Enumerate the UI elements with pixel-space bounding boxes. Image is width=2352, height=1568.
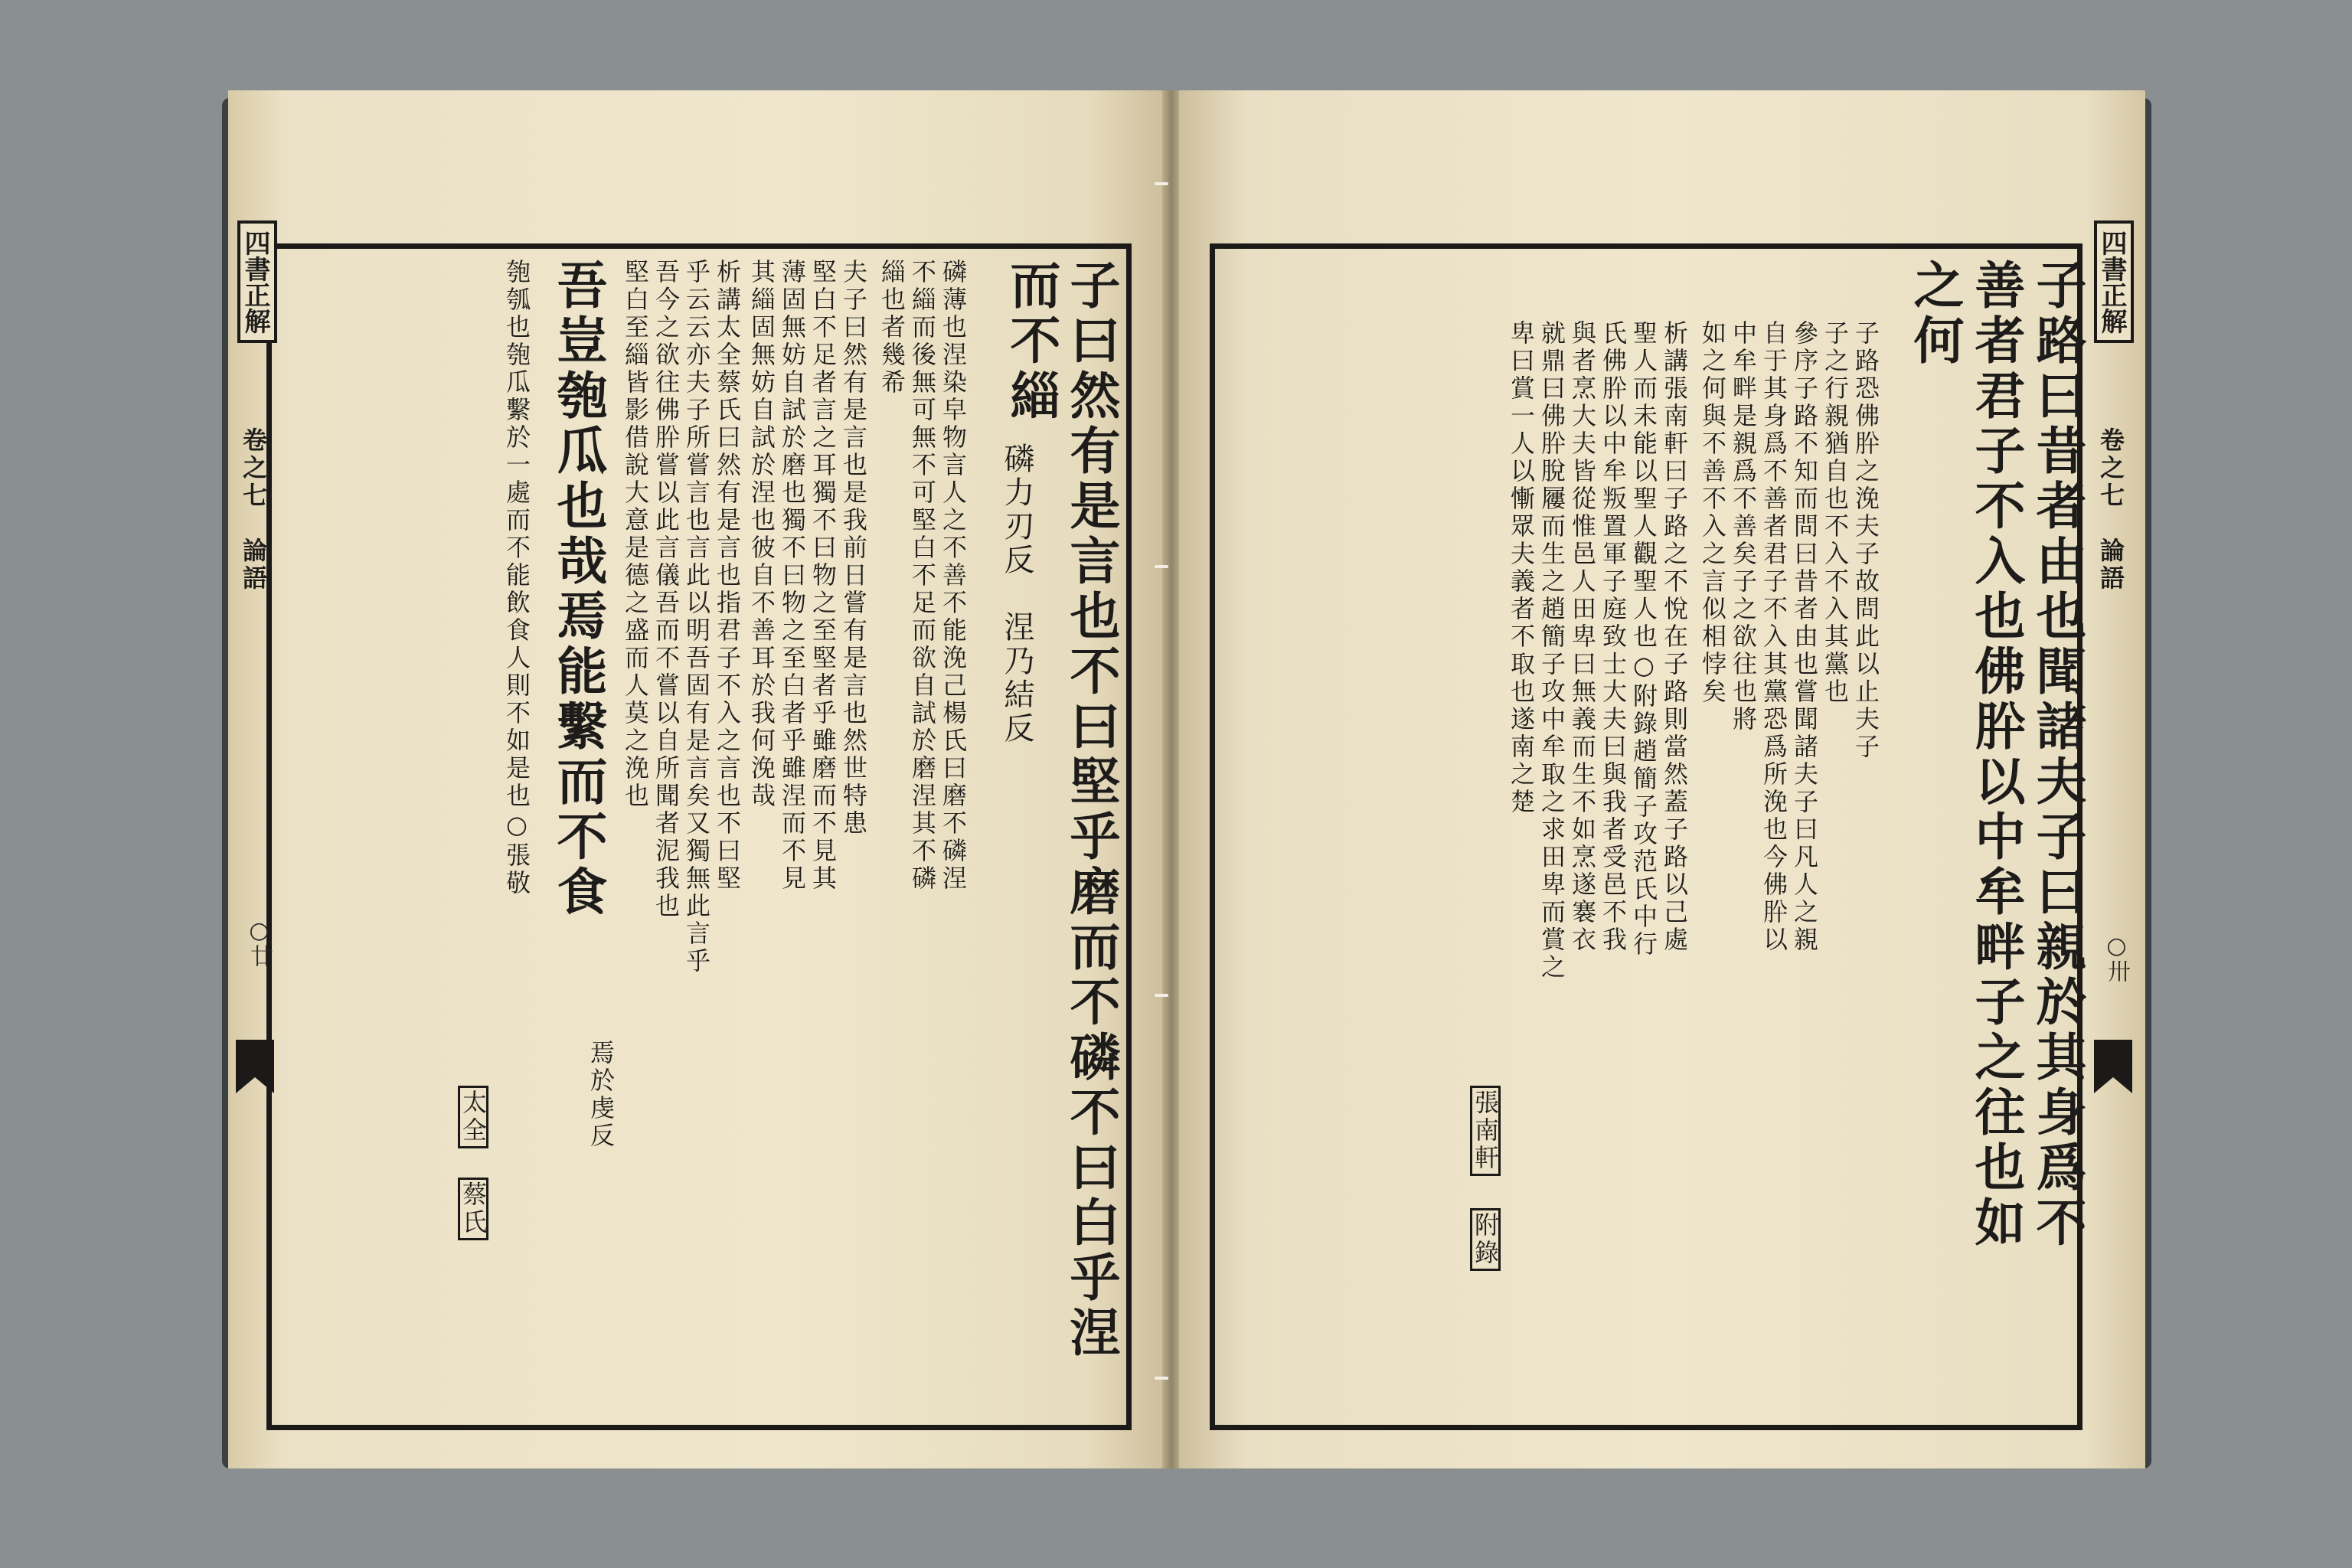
right-note-8: 氏佛肸以中牟叛置軍子庭致士大夫曰與我者受邑不我	[1599, 320, 1628, 954]
boxed-label-fulu: 附錄	[1470, 1208, 1501, 1271]
left-note-13: 匏瓠也匏瓜繫於一處而不能飲食人則不如是也○張敬	[502, 259, 531, 897]
right-note-10: 就鼎曰佛肸脫屨而生之趙簡子攻中牟取之求田卑而賞之	[1537, 320, 1566, 982]
right-boxed-label-1	[1470, 1086, 1501, 1176]
left-page-number: ○廿	[246, 917, 273, 967]
left-main-col-1: 子曰然有是言也不曰堅乎磨而不磷不曰白乎涅	[1061, 259, 1121, 1361]
right-note-2: 參序子路不知而問曰昔者由也嘗聞諸夫子曰凡人之親	[1790, 320, 1819, 954]
left-boxed-label-1	[458, 1086, 488, 1148]
left-note-4: 夫子曰然有是言也是我前日嘗有是言也然世特患	[839, 259, 868, 838]
right-main-col-1: 子路曰昔者由也聞諸夫子曰親於其身爲不	[2027, 259, 2087, 1251]
right-page-number: ○卅	[2103, 933, 2130, 982]
boxed-label-caishi: 蔡氏	[458, 1178, 488, 1240]
open-book	[222, 90, 2151, 1468]
right-note-7: 聖人而未能以聖人觀聖人也○附錄趙簡子攻范氏中行	[1629, 320, 1658, 959]
left-note-9: 乎云云亦夫子所嘗言也言此以明吾固有是言矣又獨無此言乎	[682, 259, 711, 975]
binding-stitch	[1155, 994, 1168, 997]
right-main-col-3: 之何	[1905, 259, 1965, 369]
boxed-label-taizen: 太全	[458, 1086, 488, 1148]
left-note-6: 薄固無妨自試於磨也獨不曰物之至白者乎雖涅而不見	[778, 259, 807, 893]
right-note-4: 中牟畔是親爲不善矣子之欲往也將	[1729, 320, 1758, 733]
right-main-col-2: 善者君子不入也佛肸以中牟畔子之往也如	[1966, 259, 2026, 1251]
right-note-3: 自于其身爲不善者君子不入其黨恐爲所浼也今佛肸以	[1759, 320, 1788, 954]
left-boxed-label-2	[458, 1178, 488, 1240]
right-page	[1179, 90, 2145, 1468]
right-note-0: 子路恐佛肸之浼夫子故問此以止夫子	[1851, 320, 1880, 761]
right-note-1: 子之行親猶自也不入不入其黨也	[1821, 320, 1850, 706]
binding-stitch	[1155, 565, 1168, 568]
left-note-7: 其緇固無妨自試於涅也彼自不善耳於我何浼哉	[747, 259, 776, 810]
left-note-3: 緇也者幾希	[877, 259, 906, 397]
left-note-11: 堅白至緇皆影借說大意是德之盛而人莫之浼也	[621, 259, 650, 810]
right-hanshin-title: 四書正解	[2094, 220, 2134, 343]
right-note-9: 與者烹大夫皆從惟邑人田卑曰無義而生不如烹遂褰衣	[1568, 320, 1597, 954]
left-main-col-3: 吾豈匏瓜也哉焉能繫而不食	[548, 259, 608, 920]
left-note-10: 吾今之欲往佛肸嘗以此言儀吾而不嘗以自所聞者泥我也	[652, 259, 681, 920]
book-gutter	[1162, 90, 1181, 1468]
binding-stitch	[1155, 182, 1168, 185]
left-page	[228, 90, 1164, 1468]
right-note-6: 析講張南軒曰子路之不悅在子路則當然蓋子路以己處	[1660, 320, 1689, 954]
left-note-0: 磷力刃反 涅乃結反	[999, 443, 1034, 746]
right-note-5: 如之何與不善不入之言似相悖矣	[1698, 320, 1727, 706]
left-main-col-2: 而不緇	[1001, 259, 1061, 424]
right-note-11: 卑曰賞一人以慚眾夫義者不取也遂南之楚	[1507, 320, 1536, 816]
binding-stitch	[1155, 1377, 1168, 1380]
left-hanshin-title: 四書正解	[237, 220, 277, 343]
right-hanshin-volume: 卷之七 論語	[2096, 427, 2125, 593]
left-note-8: 析講太全蔡氏曰然有是言也指君子不入之言也不曰堅	[713, 259, 742, 893]
right-fish-tail-mark	[2094, 1040, 2132, 1093]
left-note-12: 焉於虔反	[586, 1040, 616, 1150]
right-boxed-label-2	[1470, 1208, 1501, 1271]
left-note-2: 不緇而後無可無不可堅白不足而欲自試於磨涅其不磷	[908, 259, 937, 893]
left-hanshin-volume: 卷之七 論語	[239, 427, 268, 593]
left-note-1: 磷薄也涅染皁物言人之不善不能浼己楊氏曰磨不磷涅	[939, 259, 968, 893]
left-fish-tail-mark	[236, 1040, 274, 1093]
boxed-label-nanxuan: 張南軒	[1470, 1086, 1501, 1176]
left-note-5: 堅白不足者言之耳獨不曰物之至堅者乎雖磨而不見其	[808, 259, 838, 893]
